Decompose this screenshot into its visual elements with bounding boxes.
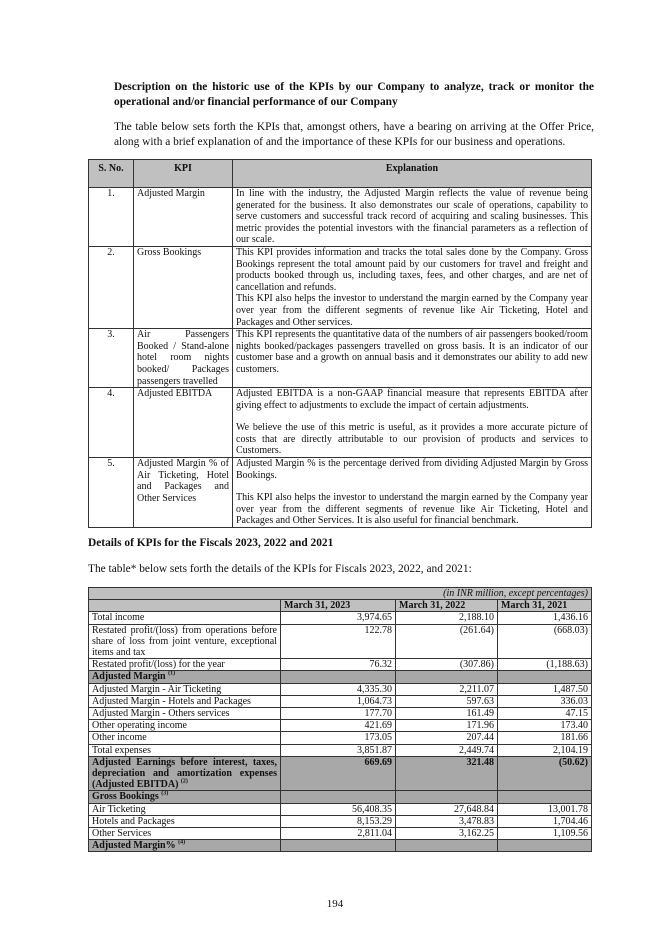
row-label-text: Adjusted Margin - Hotels and Packages [92,695,251,707]
value-cell: 2,811.04 [281,828,396,840]
header-fy2021: March 31, 2021 [498,600,592,612]
table-row [89,329,592,388]
kpi-name-cell: Air Passengers Booked / Stand-alone hotel room nights booked/ Packages passengers travelled [134,329,233,388]
section-row [89,791,592,803]
explanation-cell [233,329,592,388]
explanation-text: Adjusted EBITDA is a non-GAAP financial measure that represents EBITDA after giving effect to adjustments to exclude the impact of certain adjustments. [236,388,588,411]
explanation-text: This KPI provides information and tracks the total sales done by the Company. Gross Bookings represent the total amount paid by our customers for travel and freight and products booked through us, including taxes, fees, and other charges, and are net of cancellation and refunds. [236,246,588,293]
header-fy2022: March 31, 2022 [396,600,498,612]
value-cell: 669.69 [281,756,396,791]
footnote-ref: (1) [168,671,176,678]
header-kpi: KPI [134,160,233,188]
sno-cell: 3. [89,329,134,388]
section-row [89,840,592,852]
table-header-row [89,160,592,188]
row-label [89,815,281,827]
row-label [89,732,281,744]
value-cell: 1,064.73 [281,695,396,707]
value-cell: 3,478.83 [396,815,498,827]
explanation-cell [233,388,592,458]
row-label-text: Adjusted Margin% [92,840,176,852]
row-label [89,840,281,852]
table-row [89,659,592,671]
value-cell: 3,974.65 [281,612,396,624]
row-label-text: Other operating income [92,720,187,732]
column-header-row [89,600,592,612]
value-cell: 2,188.10 [396,612,498,624]
table-row [89,828,592,840]
table-row [89,388,592,458]
value-cell: 321.48 [396,756,498,791]
footnote-ref: (4) [178,839,186,846]
row-label [89,720,281,732]
row-label-text: Gross Bookings [92,791,159,803]
value-cell: 2,449.74 [396,744,498,756]
explanation-text: Adjusted Margin % is the percentage derived from dividing Adjusted Margin by Gross Bookings. [236,458,588,481]
value-cell: (668.03) [498,624,592,659]
explanation-cell [233,188,592,247]
value-cell: 3,162.25 [396,828,498,840]
row-label-text: Air Ticketing [92,803,146,815]
value-cell: 177.70 [281,708,396,720]
row-label [89,624,281,659]
kpi-name-cell: Adjusted Margin % of Air Ticketing, Hotel and Packages and Other Services [134,458,233,528]
row-label [89,828,281,840]
value-cell: 1,704.46 [498,815,592,827]
table-row [89,756,592,791]
section-heading: Description on the historic use of the KPIs by our Company to analyze, track or monitor the operational and/or financial performance of our Company [114,81,594,108]
row-label [89,791,281,803]
value-cell: 173.05 [281,732,396,744]
table-row [89,188,592,247]
table-row [89,458,592,528]
row-label [89,612,281,624]
value-cell: (1,188.63) [498,659,592,671]
value-cell: 336.03 [498,695,592,707]
value-cell: 4,335.30 [281,683,396,695]
row-label-text: Hotels and Packages [92,815,175,827]
empty-cell [396,840,498,852]
table-row [89,803,592,815]
explanation-text: This KPI also helps the investor to understand the margin earned by the Company year over year from the different segments of revenue like Air Ticketing, Hotel and Packages and Other services. [236,293,588,328]
value-cell: 161.49 [396,708,498,720]
table-row [89,695,592,707]
table-row [89,246,592,328]
blank-header [89,600,281,612]
value-cell: 76.32 [281,659,396,671]
value-cell: 56,408.35 [281,803,396,815]
explanation-cell [233,246,592,328]
header-sno: S. No. [89,160,134,188]
value-cell: 181.66 [498,732,592,744]
value-cell: 122.78 [281,624,396,659]
value-cell: 2,211.07 [396,683,498,695]
value-cell: 1,109.56 [498,828,592,840]
value-cell: 207.44 [396,732,498,744]
unit-note: (in INR million, except percentages) [89,588,592,600]
header-explanation: Explanation [233,160,592,188]
value-cell: 3,851.87 [281,744,396,756]
value-cell: 27,648.84 [396,803,498,815]
value-cell: 47.15 [498,708,592,720]
row-label [89,803,281,815]
sno-cell: 1. [89,188,134,247]
table-row [89,624,592,659]
table-row [89,744,592,756]
row-label-text: Restated profit/(loss) for the year [92,659,225,671]
table-row [89,815,592,827]
value-cell: 13,001.78 [498,803,592,815]
unit-note-row [89,588,592,600]
value-cell: (50.62) [498,756,592,791]
empty-cell [498,671,592,683]
empty-cell [281,671,396,683]
row-label-text: Adjusted Margin [92,671,166,683]
row-label-text: Total income [92,612,145,624]
value-cell: 171.96 [396,720,498,732]
row-label-text: Total expenses [92,744,152,756]
footnote-ref: (3) [161,791,169,798]
value-cell: 421.69 [281,720,396,732]
empty-cell [396,791,498,803]
row-label [89,683,281,695]
value-cell: 8,153.29 [281,815,396,827]
kpi-name-cell: Adjusted EBITDA [134,388,233,458]
header-fy2023: March 31, 2023 [281,600,396,612]
kpi-explanation-table [88,159,592,528]
intro-paragraph: The table below sets forth the KPIs that, amongst others, have a bearing on arriving at the Offer Price, along with a brief explanation of and the importance of these KPIs for our business and operations. [114,121,594,148]
table-row [89,732,592,744]
value-cell: 173.40 [498,720,592,732]
row-label-text: Adjusted Margin - Air Ticketing [92,683,222,695]
row-label [89,695,281,707]
row-label-text: Adjusted Margin - Others services [92,708,230,720]
table-row [89,612,592,624]
table-row [89,720,592,732]
table-row [89,683,592,695]
empty-cell [281,840,396,852]
empty-cell [396,671,498,683]
value-cell: 1,487.50 [498,683,592,695]
sno-cell: 2. [89,246,134,328]
value-cell: (261.64) [396,624,498,659]
value-cell: 2,104.19 [498,744,592,756]
empty-cell [281,791,396,803]
empty-cell [498,840,592,852]
table-row [89,708,592,720]
footnote-ref: (2) [180,778,188,785]
row-label [89,659,281,671]
empty-cell [498,791,592,803]
value-cell: (307.86) [396,659,498,671]
page-number: 194 [326,898,344,910]
explanation-text: This KPI represents the quantitative data of the numbers of air passengers booked/room nights booked/packages passengers travelled on gross basis. It is an indicator of our customer base and a growth on annual basis and it demonstrates our ability to add new customers. [236,329,588,375]
row-label-text: Restated profit/(loss) from operations before share of loss from joint venture, exceptional items and tax [92,624,277,659]
kpi-name-cell: Adjusted Margin [134,188,233,247]
details-intro: The table* below sets forth the details of the KPIs for Fiscals 2023, 2022, and 2021: [88,563,472,575]
kpi-details-table [88,587,592,852]
row-label [89,744,281,756]
row-label [89,671,281,683]
explanation-text: This KPI also helps the investor to understand the margin earned by the Company year over year from the different segments of revenue like Air Ticketing, Hotel and Packages and Other Services. It is also useful for financial benchmark. [236,492,588,527]
row-label-text: Adjusted Earnings before interest, taxes, depreciation and amortization expenses (Adjusted EBITDA) [92,756,277,791]
explanation-cell [233,458,592,528]
row-label [89,756,281,791]
row-label-text: Other income [92,732,147,744]
details-heading: Details of KPIs for the Fiscals 2023, 2022 and 2021 [88,537,334,549]
value-cell: 597.63 [396,695,498,707]
row-label-text: Other Services [92,828,152,840]
kpi-name-cell: Gross Bookings [134,246,233,328]
row-label [89,708,281,720]
sno-cell: 4. [89,388,134,458]
explanation-text: In line with the industry, the Adjusted Margin reflects the value of revenue being generated for the business. It also demonstrates our scale of operations, capability to serve customers and successful track record of acquiring and scaling businesses. This metric provides the potential investors with the financial parameters as a reflection of our scale. [236,188,588,246]
explanation-text: We believe the use of this metric is useful, as it provides a more accurate picture of costs that are directly attributable to our provision of products and services to Customers. [236,422,588,457]
sno-cell: 5. [89,458,134,528]
section-row [89,671,592,683]
value-cell: 1,436.16 [498,612,592,624]
